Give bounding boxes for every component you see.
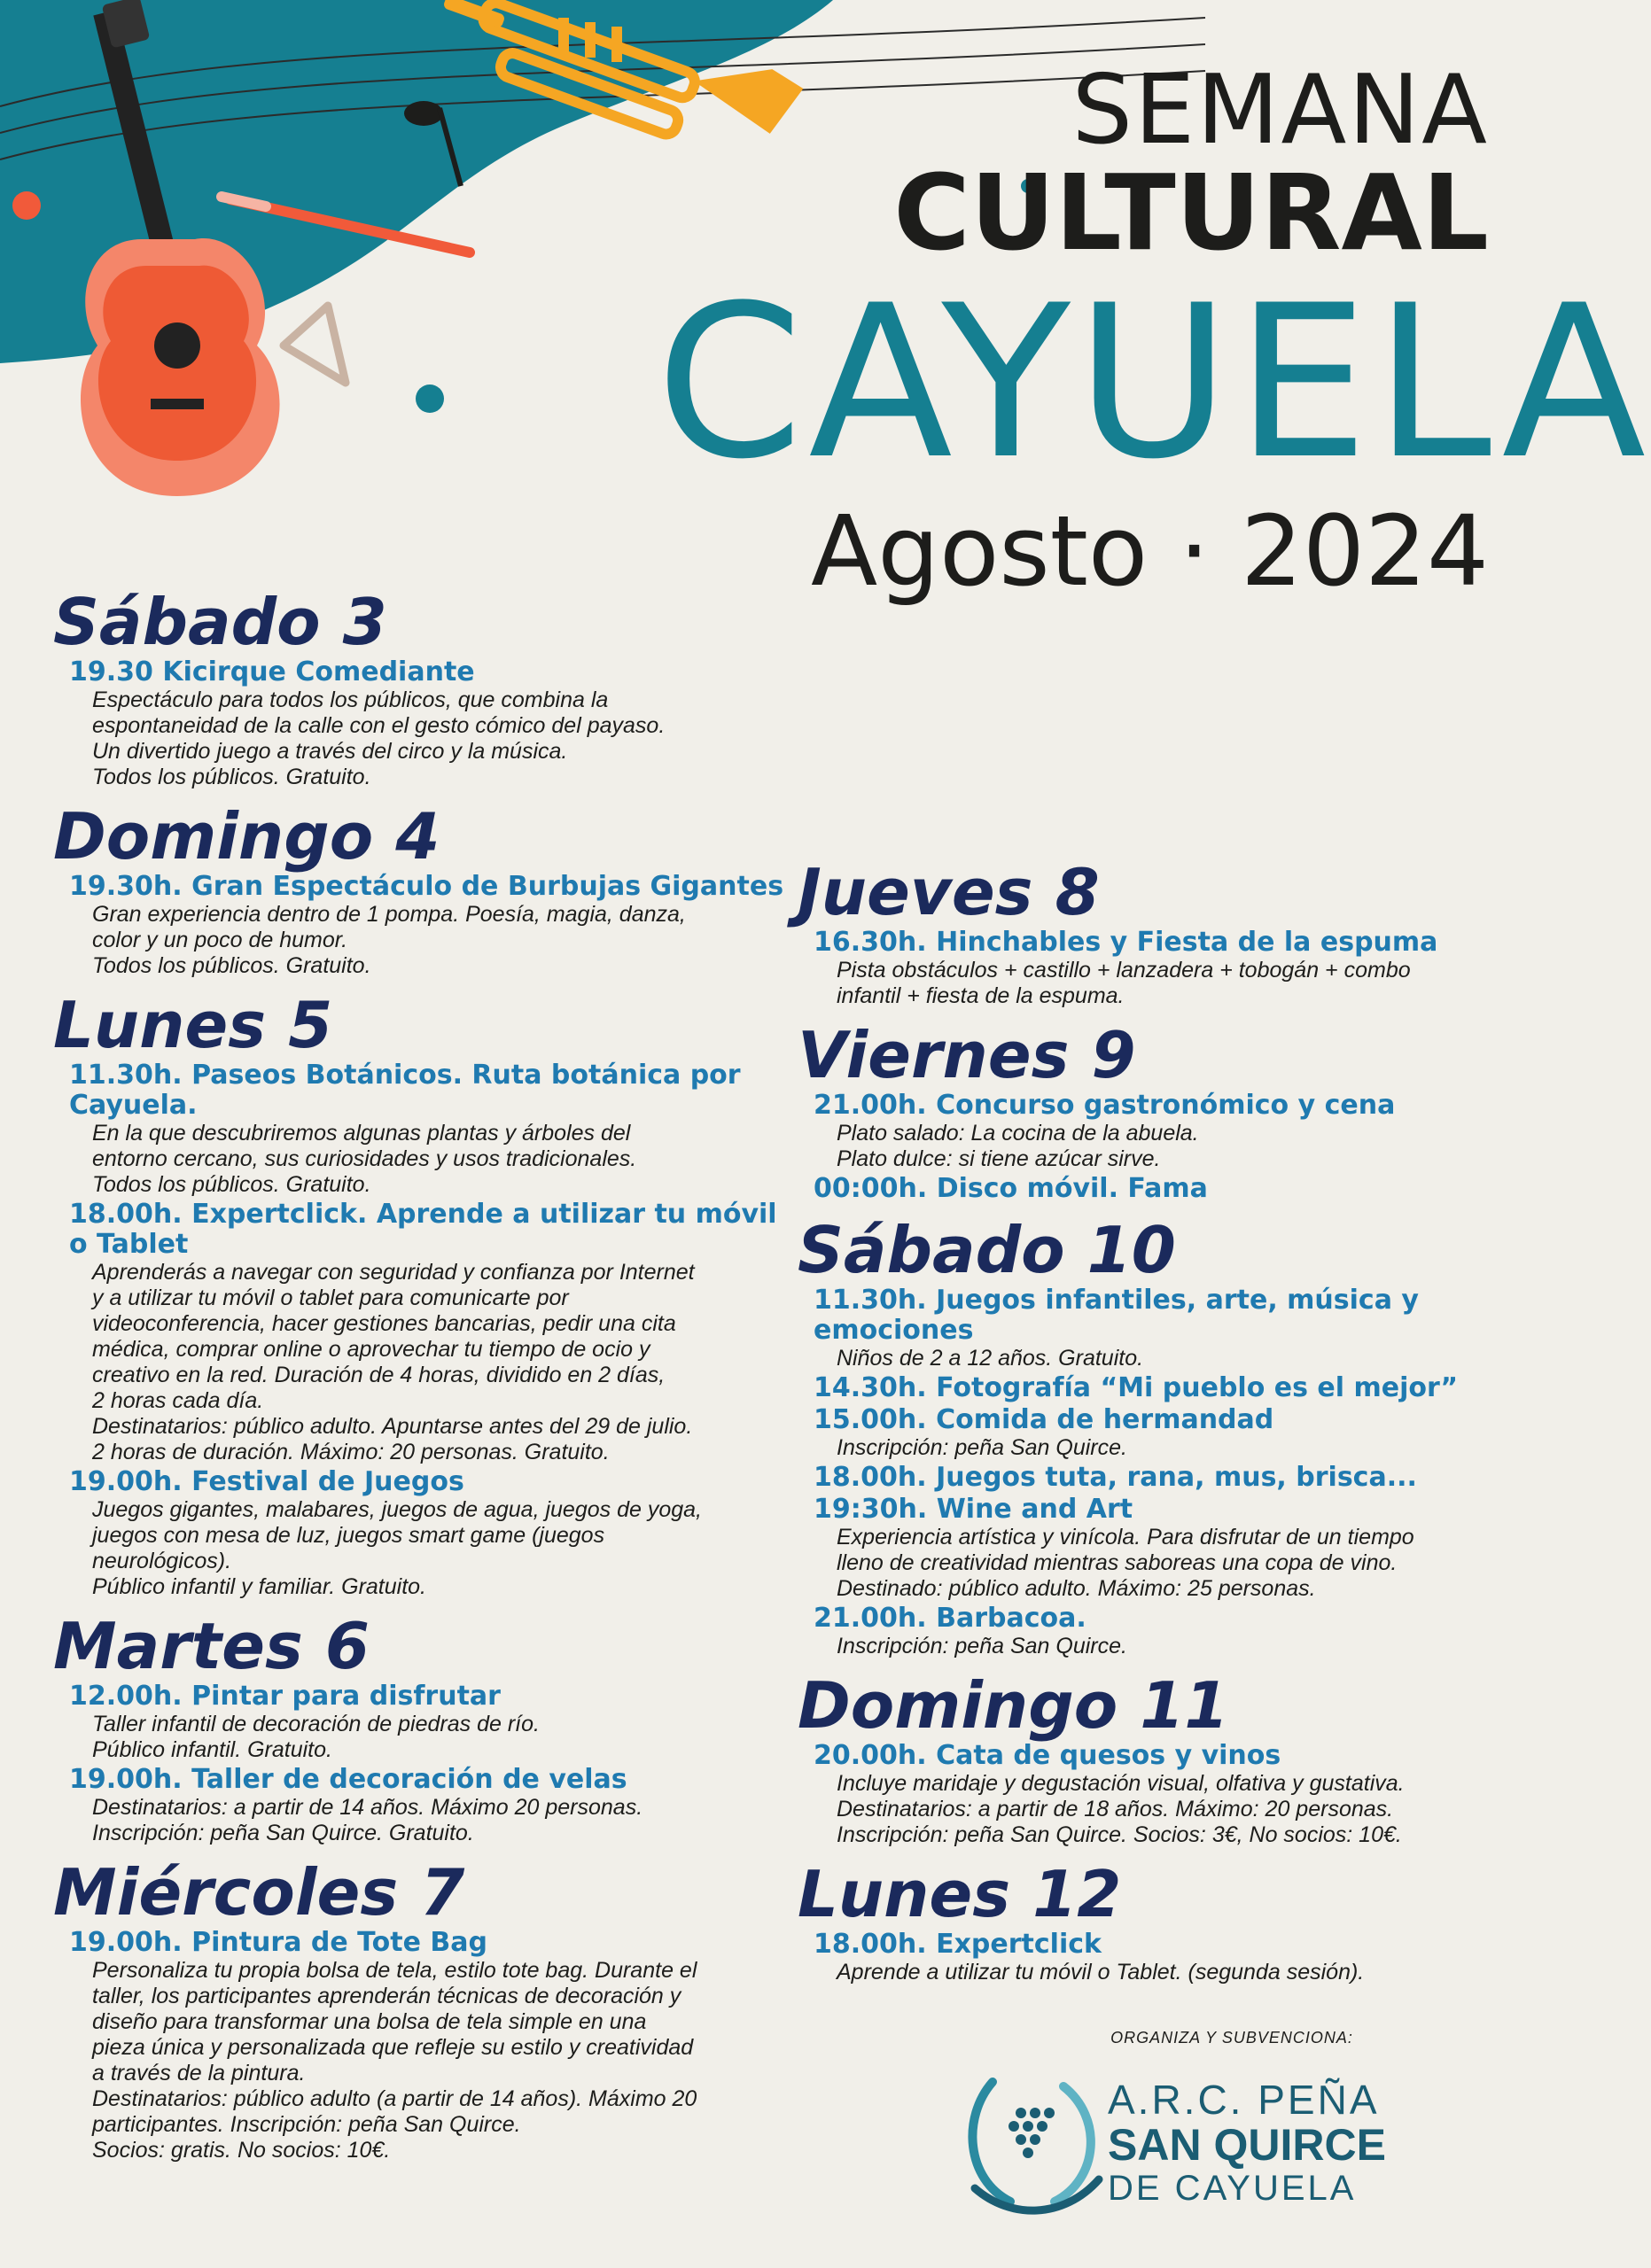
event-description-line: Todos los públicos. Gratuito.	[92, 953, 371, 978]
event-title: 18.00h. Expertclick. Aprende a utilizar tu móvil o Tablet	[69, 1199, 777, 1260]
program-left-column	[53, 576, 789, 2163]
event-description-line: Inscripción: peña San Quirce. Gratuito.	[92, 1821, 474, 1845]
event-description-line: Plato dulce: si tiene azúcar sirve.	[837, 1146, 1161, 1171]
day-heading: Martes 6	[53, 1609, 370, 1683]
event-description-line: lleno de creatividad mientras saboreas una copa de vino.	[837, 1550, 1398, 1575]
program-right-column	[798, 846, 1498, 1985]
event-title: 11.30h. Paseos Botánicos. Ruta botánica por Cayuela.	[69, 1060, 741, 1121]
event-description-line: Experiencia artística y vinícola. Para disfrutar de un tiempo	[837, 1525, 1414, 1550]
event-description-line: Destinatarios: a partir de 14 años. Máximo 20 personas.	[92, 1795, 643, 1820]
triangle-icon	[284, 306, 346, 383]
event-title: 16.30h. Hinchables y Fiesta de la espuma	[814, 927, 1438, 958]
event-description-line: Taller infantil de decoración de piedras de río.	[92, 1712, 540, 1736]
event-description-line: Espectáculo para todos los públicos, que combina la	[92, 687, 609, 712]
organizer-line3: DE CAYUELA	[1108, 2169, 1357, 2208]
event-title: 18.00h. Expertclick	[814, 1929, 1102, 1960]
event-description-line: participantes. Inscripción: peña San Quirce.	[92, 2112, 521, 2137]
organizer-line2: SAN QUIRCE	[1108, 2120, 1386, 2170]
event-description-line: Público infantil. Gratuito.	[92, 1737, 332, 1762]
event-description-line: Personaliza tu propia bolsa de tela, estilo tote bag. Durante el	[92, 1958, 697, 1983]
event-description-line: Destinatarios: público adulto. Apuntarse antes del 29 de julio.	[92, 1414, 693, 1439]
event-title: 19:30h. Wine and Art	[814, 1494, 1133, 1525]
event-description-line: 2 horas de duración. Máximo: 20 personas. Gratuito.	[92, 1440, 610, 1464]
event-title: 19.00h. Taller de decoración de velas	[69, 1764, 627, 1795]
event-description-line: videoconferencia, hacer gestiones bancarias, pedir una cita	[92, 1311, 676, 1336]
event-description-line: creativo en la red. Duración de 4 horas, dividido en 2 días,	[92, 1363, 666, 1387]
event-description-line: espontaneidad de la calle con el gesto cómico del payaso.	[92, 713, 666, 738]
organizer-line1: A.R.C. PEÑA	[1108, 2077, 1380, 2123]
day-heading: Viernes 9	[798, 1018, 1136, 1092]
event-description-line: Todos los públicos. Gratuito.	[92, 765, 371, 789]
day-heading: Miércoles 7	[53, 1855, 465, 1930]
event-description-line: diseño para transformar una bolsa de tela simple en una	[92, 2009, 647, 2034]
event-title: 11.30h. Juegos infantiles, arte, música y emociones	[814, 1285, 1419, 1346]
event-description-line: pieza única y personalizada que refleje su estilo y creatividad	[92, 2035, 694, 2060]
event-description-line: a través de la pintura.	[92, 2061, 306, 2085]
event-description-line: y a utilizar tu móvil o tablet para comunicarte por	[92, 1285, 569, 1310]
event-description-line: Todos los públicos. Gratuito.	[92, 1172, 371, 1197]
event-title: 19.30h. Gran Espectáculo de Burbujas Gigantes	[69, 871, 784, 902]
event-description-line: Aprende a utilizar tu móvil o Tablet. (segunda sesión).	[837, 1960, 1365, 1984]
event-title: 12.00h. Pintar para disfrutar	[69, 1681, 501, 1712]
day-heading: Jueves 8	[798, 855, 1100, 929]
organizer-name	[1108, 2078, 1453, 2209]
event-description-line: Un divertido juego a través del circo y la música.	[92, 739, 568, 764]
day-heading: Lunes 12	[798, 1857, 1122, 1931]
event-description-line: Incluye maridaje y degustación visual, olfativa y gustativa.	[837, 1771, 1405, 1796]
title-cultural: CULTURAL	[893, 151, 1489, 274]
event-description-line: En la que descubriremos algunas plantas y árboles del	[92, 1121, 631, 1146]
event-description-line: Inscripción: peña San Quirce.	[837, 1634, 1127, 1658]
event-description-line: médica, comprar online o aprovechar tu tiempo de ocio y	[92, 1337, 650, 1362]
event-description-line: Inscripción: peña San Quirce. Socios: 3€, No socios: 10€.	[837, 1822, 1402, 1847]
organizer	[957, 2029, 1453, 2208]
event-description-line: infantil + fiesta de la espuma.	[837, 983, 1125, 1008]
day-heading: Domingo 11	[798, 1668, 1229, 1743]
event-description-line: taller, los participantes aprenderán técnicas de decoración y	[92, 1984, 681, 2008]
day-heading: Sábado 10	[798, 1213, 1176, 1287]
event-description-line: Niños de 2 a 12 años. Gratuito.	[837, 1346, 1144, 1371]
event-title: 19.00h. Pintura de Tote Bag	[69, 1927, 487, 1958]
event-title: 18.00h. Juegos tuta, rana, mus, brisca...	[814, 1462, 1417, 1493]
event-description-line: Público infantil y familiar. Gratuito.	[92, 1574, 427, 1599]
event-title: 20.00h. Cata de quesos y vinos	[814, 1740, 1281, 1771]
event-description-line: Socios: gratis. No socios: 10€.	[92, 2138, 391, 2163]
event-description-line: entorno cercano, sus curiosidades y usos tradicionales.	[92, 1146, 637, 1171]
event-description-line: Inscripción: peña San Quirce.	[837, 1435, 1127, 1460]
event-title: 21.00h. Concurso gastronómico y cena	[814, 1090, 1396, 1121]
event-title: 21.00h. Barbacoa.	[814, 1603, 1086, 1634]
title-town: CAYUELA	[656, 260, 1651, 506]
pena-logo-icon	[957, 2064, 1108, 2215]
organizer-label: ORGANIZA Y SUBVENCIONA:	[1110, 2029, 1353, 2047]
day-heading: Sábado 3	[53, 585, 387, 659]
event-description-line: Destinado: público adulto. Máximo: 25 personas.	[837, 1576, 1316, 1601]
event-description-line: Pista obstáculos + castillo + lanzadera + tobogán + combo	[837, 958, 1411, 983]
event-title: 15.00h. Comida de hermandad	[814, 1404, 1274, 1435]
event-description-line: Aprenderás a navegar con seguridad y confianza por Internet	[92, 1260, 695, 1285]
day-heading: Lunes 5	[53, 988, 333, 1062]
event-title: 14.30h. Fotografía “Mi pueblo es el mejor”	[814, 1372, 1459, 1403]
event-description-line: Juegos gigantes, malabares, juegos de agua, juegos de yoga,	[92, 1497, 702, 1522]
title-block	[656, 55, 1651, 608]
title-semana: SEMANA	[1071, 55, 1489, 166]
event-description-line: Gran experiencia dentro de 1 pompa. Poesía, magia, danza,	[92, 902, 686, 927]
event-description-line: neurológicos).	[92, 1549, 232, 1573]
event-title: 19.00h. Festival de Juegos	[69, 1466, 464, 1497]
day-heading: Domingo 4	[53, 799, 440, 874]
event-description-line: juegos con mesa de luz, juegos smart game (juegos	[92, 1523, 605, 1548]
event-description-line: 2 horas cada día.	[92, 1388, 264, 1413]
event-description-line: Plato salado: La cocina de la abuela.	[837, 1121, 1199, 1146]
event-title: 19.30 Kicirque Comediante	[69, 656, 475, 687]
event-description-line: Destinatarios: público adulto (a partir de 14 años). Máximo 20	[92, 2086, 697, 2111]
event-description-line: color y un poco de humor.	[92, 928, 348, 952]
event-description-line: Destinatarios: a partir de 18 años. Máximo: 20 personas.	[837, 1797, 1394, 1821]
event-title: 00:00h. Disco móvil. Fama	[814, 1173, 1208, 1204]
title-dates: Agosto · 2024	[811, 494, 1489, 608]
